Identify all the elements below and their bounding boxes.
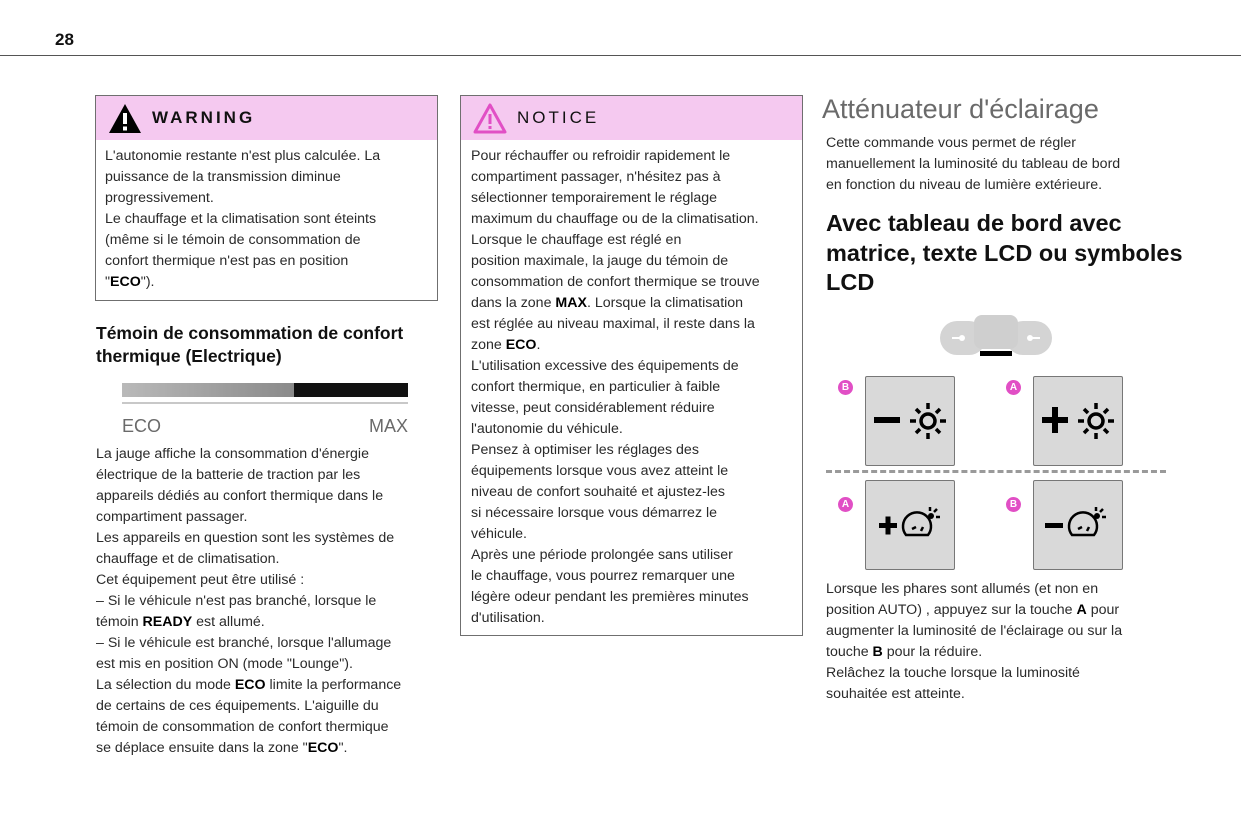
dimmer-decrease-key[interactable] [1033, 480, 1123, 570]
notice-line: le chauffage, vous pourrez remarquer une [471, 568, 735, 584]
text-line: est mis en position ON (mode "Lounge"). [96, 656, 353, 672]
notice-line: niveau de confort souhaité et ajustez-les [471, 484, 725, 500]
notice-line: sélectionner temporairement le réglage [471, 190, 718, 206]
text-line: – Si le véhicule est branché, lorsque l'allumage [96, 635, 392, 651]
warning-line: puissance de la transmission diminue [105, 169, 341, 185]
notice-header [461, 96, 802, 140]
notice-line: si nécessaire lorsque vous démarrez le [471, 505, 718, 521]
gauge-baseline [122, 402, 408, 404]
text-line: La sélection du mode ECO limite la performance [96, 677, 402, 693]
warning-box [95, 95, 438, 301]
comfort-gauge [122, 383, 408, 413]
gauge-label-max: MAX [368, 416, 408, 436]
gauge-max-zone [294, 383, 408, 397]
gauge-label-eco: ECO [122, 416, 162, 436]
notice-line: confort thermique, en particulier à faible [471, 379, 721, 395]
text-line: témoin de consommation de confort thermique [96, 719, 389, 735]
gauge-eco-zone [122, 383, 294, 397]
warning-line: progressivement. [105, 190, 214, 206]
notice-line: maximum du chauffage ou de la climatisation. [471, 211, 759, 227]
text-line: Les appareils en question sont les systèmes de [96, 530, 395, 546]
minus-dashboard-light-icon [1034, 481, 1122, 569]
notice-line: zone ECO. [471, 337, 541, 353]
notice-line: légère odeur pendant les premières minutes [471, 589, 749, 605]
plus-brightness-icon [1034, 377, 1122, 465]
warning-line: confort thermique n'est pas en position [105, 253, 349, 269]
text-line: augmenter la luminosité de l'éclairage ou sur la [826, 623, 1123, 639]
warning-line: (même si le témoin de consommation de [105, 232, 361, 248]
text-line: Cet équipement peut être utilisé : [96, 572, 305, 588]
text-line: Cette commande vous permet de régler [826, 135, 1076, 151]
notice-box [460, 95, 803, 636]
notice-line: équipements lorsque vous avez atteint le [471, 463, 729, 479]
notice-line: position maximale, la jauge du témoin de [471, 253, 729, 269]
notice-line: consommation de confort thermique se trouve [471, 274, 760, 290]
text-line: chauffage et de climatisation. [96, 551, 280, 567]
warning-triangle-icon [107, 102, 143, 135]
notice-line: d'utilisation. [471, 610, 545, 626]
key-b-badge: B [1006, 497, 1021, 512]
text-line: Relâchez la touche lorsque la luminosité [826, 665, 1080, 681]
plus-dashboard-light-icon [866, 481, 954, 569]
dimmer-instructions [826, 579, 1186, 705]
key-b-badge: B [838, 380, 853, 395]
text-line: touche B pour la réduire. [826, 644, 983, 660]
warning-line: "ECO"). [105, 274, 155, 290]
dimmer-decrease-key[interactable] [865, 376, 955, 466]
gauge-description [96, 444, 441, 759]
warning-line: L'autonomie restante n'est plus calculée. La [105, 148, 381, 164]
text-line: compartiment passager. [96, 509, 248, 525]
notice-line: L'utilisation excessive des équipements de [471, 358, 739, 374]
notice-line: compartiment passager, n'hésitez pas à [471, 169, 721, 185]
warning-text [96, 140, 437, 293]
text-line: position AUTO) , appuyez sur la touche A pour [826, 602, 1120, 618]
warning-title: WARNING [152, 108, 256, 127]
notice-line: vitesse, peut considérablement réduire [471, 400, 715, 416]
section-subtitle: Avec tableau de bord avec matrice, texte LCD ou symboles LCD [826, 210, 1183, 295]
notice-line: l'autonomie du véhicule. [471, 421, 623, 437]
notice-line: Après une période prolongée sans utiliser [471, 547, 733, 563]
key-a-badge: A [838, 497, 853, 512]
warning-triangle-icon [472, 102, 508, 135]
notice-line: Pensez à optimiser les réglages des [471, 442, 699, 458]
dashed-separator [826, 470, 1166, 473]
text-line: La jauge affiche la consommation d'énergie [96, 446, 369, 462]
notice-line: véhicule. [471, 526, 527, 542]
notice-line: dans la zone MAX. Lorsque la climatisation [471, 295, 744, 311]
page-number: 28 [55, 30, 74, 49]
text-line: – Si le véhicule n'est pas branché, lorsque le [96, 593, 377, 609]
gauge-heading: Témoin de consommation de confort thermique (Electrique) [96, 323, 404, 366]
text-line: de certains de ces équipements. L'aiguille du [96, 698, 379, 714]
dimmer-increase-key[interactable] [1033, 376, 1123, 466]
notice-line: est réglée au niveau maximal, il reste dans la [471, 316, 755, 332]
notice-line: Lorsque le chauffage est réglé en [471, 232, 682, 248]
text-line: appareils dédiés au confort thermique dans le [96, 488, 384, 504]
notice-title: NOTICE [517, 108, 600, 127]
text-line: électrique de la batterie de traction par les [96, 467, 361, 483]
text-line: en fonction du niveau de lumière extérieure. [826, 177, 1103, 193]
text-line: se déplace ensuite dans la zone "ECO". [96, 740, 348, 756]
dimmer-increase-key[interactable] [865, 480, 955, 570]
key-a-badge: A [1006, 380, 1021, 395]
minus-brightness-icon [866, 377, 954, 465]
notice-line: Pour réchauffer ou refroidir rapidement le [471, 148, 731, 164]
notice-text [461, 140, 802, 629]
dashboard-thumbnail-icon [940, 313, 1052, 363]
text-line: témoin READY est allumé. [96, 614, 265, 630]
text-line: manuellement la luminosité du tableau de bord [826, 156, 1121, 172]
warning-line: Le chauffage et la climatisation sont éteints [105, 211, 377, 227]
intro-text [826, 133, 1186, 196]
text-line: souhaitée est atteinte. [826, 686, 965, 702]
warning-header [96, 96, 437, 140]
top-rule [0, 55, 1241, 56]
section-title: Atténuateur d'éclairage [822, 94, 1099, 124]
text-line: Lorsque les phares sont allumés (et non en [826, 581, 1099, 597]
